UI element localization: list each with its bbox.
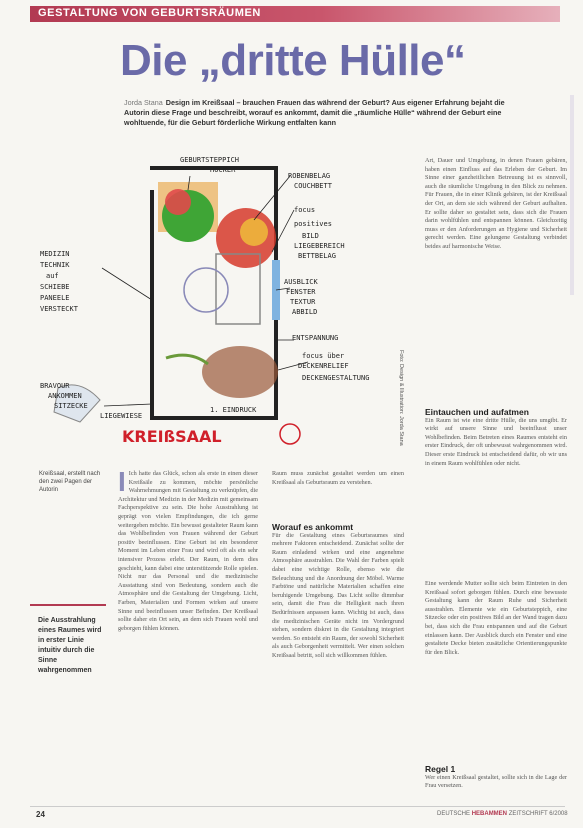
col3-end-text: Wer einen Kreißsaal gestaltet, sollte sich in die Lage der Frau versetzen. <box>425 773 567 790</box>
ceiling-focus <box>202 346 278 398</box>
subheading-worauf: Worauf es ankommt <box>272 522 354 532</box>
label-textur: TEXTUR <box>290 298 316 306</box>
author-name: Jorda Stana <box>124 98 163 107</box>
label-liegewiese: LIEGEWIESE <box>100 412 143 420</box>
col1-text: Ich hatte das Glück, schon als erste in einen dieser Kreißsäle zu kommen, möchte persönliche Wahrnehmungen mit Gestaltung zu verknüpfen, die Architektur und Medizin in der Medizin mit gemeinsam Fachperspektive zu sein. Die hohe Ausstrahlung ist geprägt von vielen Empfindungen, die ich gerne weitergeben möchte. Ein bewusst gestalteter Raum kann das Wohlbefinden von Frauen während der Geburt positiv beeinflussen. Eine Geburt ist ein besonderer Moment im Leben einer Frau und wird oft als ein sehr intensiver Prozess erlebt. Der Raum, in dem dies geschieht, kann dabei eine unterstützende Rolle spielen. Nicht nur das Personal und die medizinische Ausstattung sind von Bedeutung, sondern auch die Atmosphäre und die Gestaltung der Umgebung. Licht, Farben, Materialien und Formen wirken auf unsere Sinne und beeinflussen unser Befinden. Der Kreißsaal sollte daher ein Ort sein, an dem sich Frauen wohl und geborgen fühlen können. <box>118 470 258 632</box>
label-positives: positives <box>294 220 332 228</box>
magazine-title: HEBAMMEN <box>471 811 508 817</box>
body-column-3-end <box>425 765 567 791</box>
lead-text: Design im Kreißsaal – brauchen Frauen das während der Geburt? Aus eigener Erfahrung bejaht die Autorin diese Frage und beschreibt, worauf es ankommt, damit die „räumliche Hülle“ während der Geburt eine wohltuende, für die Geburt förderliche Wirkung entfalten kann <box>124 98 505 127</box>
body-column-3-top: Art, Dauer und Umgebung, in denen Frauen gebären, haben einen Einfluss auf das Erleben der Geburt. Im Sinne einer ganzheitlichen Betreuung ist es sinnvoll, auch die räumliche Umgebung in den Blick zu nehmen. Für Frauen, die in einer Klinik gebären, ist der Kreißsaal der Ort, an dem sie sich während der Geburt aufhalten. Er sollte daher so gestaltet sein, dass sich die Frauen darin wohlfühlen und entspannen können. Gleichzeitig muss er den Anforderungen an Hygiene und Sicherheit gerecht werden. Eine gelungene Gestaltung verbindet beides auf harmonische Weise. <box>425 157 567 250</box>
body-column-2-top: Raum muss zunächst gestaltet werden um einen Kreißsaal als Geburtsraum zu verstehen. <box>272 470 404 486</box>
hocker-circle <box>165 189 191 215</box>
body-column-2 <box>272 523 404 661</box>
body-column-3-low: Eine werdende Mutter sollte sich beim Eintreten in den Kreißsaal sofort geborgen fühlen. Durch eine bewusste Gestaltung kann der Raum Ruhe und Sicherheit ausstrahlen. Elemente wie ein Geburtsteppich, eine Sitzecke oder ein positives Bild an der Wand tragen dazu bei, dass sich die Frau entspannen und auf die Geburt einlassen kann. Der Ausblick durch ein Fenster und eine gestaltete Decke bieten zusätzliche Orientierungspunkte für den Blick. <box>425 580 567 656</box>
body-column-1 <box>118 466 258 633</box>
label-eindruck: 1. EINDRUCK <box>210 406 257 414</box>
label-paneele: PANEELE <box>40 294 70 302</box>
subheading-regel: Regel 1 <box>425 764 456 774</box>
label-hocker: HOCKER <box>210 166 236 174</box>
label-ausblick: AUSBLICK <box>284 278 318 286</box>
label-focus: focus <box>294 206 316 214</box>
body-column-3-mid <box>425 408 567 468</box>
page-edge-decoration <box>570 95 574 295</box>
col3-mid-text: Ein Raum ist wie eine dritte Hülle, die uns umgibt. Er wirkt auf unsere Sinne und beeinflusst unser Wohlbefinden. Beim Betreten eines Raumes entsteht ein erster Eindruck, der oft unbewusst wahrgenommen wird. Dieser erste Eindruck ist entscheidend dafür, ob wir uns in einem Raum wohlfühlen oder nicht. <box>425 416 567 467</box>
label-schiebe: SCHIEBE <box>40 283 70 291</box>
footer-rule <box>30 806 565 807</box>
label-technik: TECHNIK <box>40 261 70 269</box>
label-auf: auf <box>46 272 59 280</box>
label-versteckt: VERSTECKT <box>40 305 78 313</box>
section-header-bar <box>30 6 560 22</box>
magazine-name <box>437 811 568 817</box>
photo-credit: Foto: Design & Illustration: Jorda Stana <box>398 350 404 446</box>
label-focus-ueber: focus über <box>302 352 345 360</box>
image-caption: Kreißsaal, erstellt nach den zwei Pagen der Autorin <box>39 471 101 493</box>
label-deckenrelief: DECKENRELIEF <box>298 362 349 370</box>
label-sitzecke: SITZECKE <box>54 402 88 410</box>
article-title: Die „dritte Hülle“ <box>120 36 466 85</box>
kreissaal-sketch <box>40 150 402 450</box>
drop-cap: I <box>118 466 126 497</box>
section-label: GESTALTUNG VON GEBURTSRÄUMEN <box>38 7 261 19</box>
pull-quote: Die Ausstrahlung eines Raumes wird in erster Linie intuitiv durch die Sinne wahrgenommen <box>38 617 102 674</box>
pull-quote-rule <box>30 604 106 606</box>
label-couchbett: COUCHBETT <box>294 182 332 190</box>
label-liegebereich: LIEGEBEREICH <box>294 242 345 250</box>
label-fenster: FENSTER <box>286 288 316 296</box>
label-ankommen: ANKOMMEN <box>48 392 82 400</box>
subheading-eintauchen: Eintauchen und aufatmen <box>425 407 529 417</box>
label-bravour: BRAVOUR <box>40 382 70 390</box>
magazine-prefix: DEUTSCHE <box>437 811 471 817</box>
label-entspannung: ENTSPANNUNG <box>292 334 339 342</box>
label-bettbelag: BETTBELAG <box>298 252 336 260</box>
article-lead <box>124 98 519 128</box>
label-medizin: MEDIZIN <box>40 250 70 258</box>
label-abbild: ABBILD <box>292 308 318 316</box>
label-bild: BILD <box>302 232 319 240</box>
label-gestaltung: DECKENGESTALTUNG <box>302 374 370 382</box>
magazine-issue: ZEITSCHRIFT 6/2008 <box>508 811 568 817</box>
page-number: 24 <box>36 810 45 819</box>
label-geburtsteppich: GEBURTSTEPPICH <box>180 156 240 164</box>
label-kreissaal: KREIßSAAL <box>122 427 222 446</box>
label-robenbelag: ROBENBELAG <box>288 172 331 180</box>
col2-text: Für die Gestaltung eines Geburtsraumes sind mehrere Faktoren entscheidend. Zunächst sollte der Raum einladend wirken und eine angenehme Atmosphäre ausstrahlen. Die Wahl der Farben spielt dabei eine wichtige Rolle, ebenso wie die Beleuchtung und die Anordnung der Möbel. Warme Farbtöne und natürliche Materialien schaffen eine beruhigende Umgebung. Das Licht sollte dimmbar sein, damit die Frau die Helligkeit nach ihren Bedürfnissen anpassen kann. Wichtig ist auch, dass die medizinischen Geräte nicht im Vordergrund stehen, sondern diskret in die Gestaltung integriert werden. So entsteht ein Raum, der sowohl Sicherheit als auch Geborgenheit vermittelt. Wer einen solchen Kreißsaal betritt, soll sich willkommen fühlen. <box>272 531 404 659</box>
